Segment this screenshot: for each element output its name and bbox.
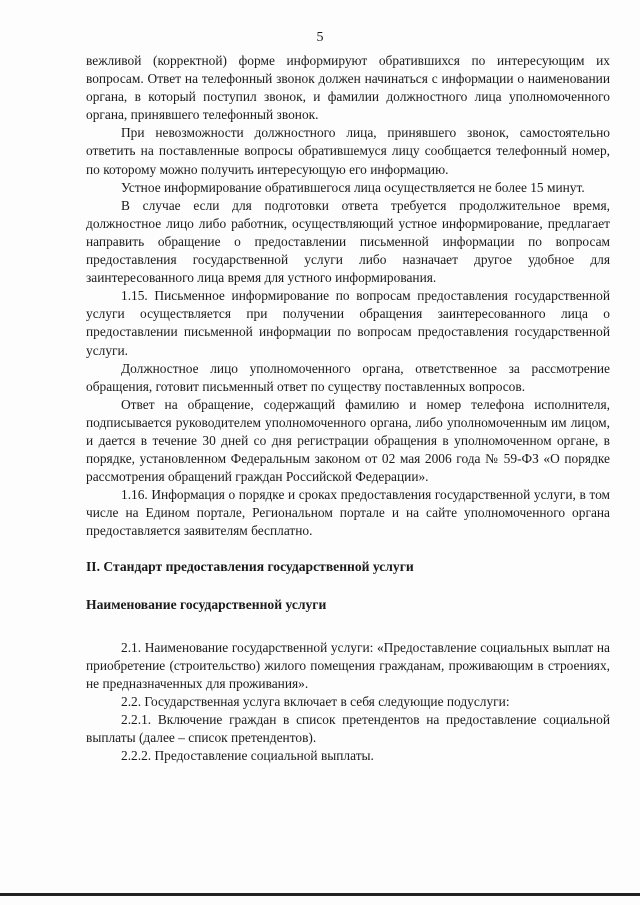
bottom-scan-edge — [0, 893, 640, 896]
paragraph-2-1-service-name: 2.1. Наименование государственной услуги: «Предоставление социальных выплат на приобретение (строительство) жилого помещения гражданам, проживающим в строениях, не предназначенных для проживания». — [86, 639, 610, 691]
section-heading: II. Стандарт предоставления государственной услуги — [86, 558, 414, 574]
paragraph-responsible-official: Должностное лицо уполномоченного органа, ответственное за рассмотрение обращения, готовит письменный ответ по существу поставленных вопросов. — [86, 360, 610, 394]
document-body — [86, 52, 610, 765]
subsection-heading: Наименование государственной услуги — [86, 596, 327, 612]
paragraph-phone-answer: вежливой (корректной) форме информируют обратившихся по интересующим их вопросам. Ответ на телефонный звонок должен начинаться с информации о наименовании органа, в который поступил звонок, и фамилии должностного лица уполномоченного органа, принявшего телефонный звонок. — [86, 53, 610, 123]
page-number: 5 — [316, 30, 324, 45]
paragraph-phone-unable: При невозможности должностного лица, принявшего звонок, самостоятельно ответить на поставленные вопросы обратившемуся лицу сообщается телефонный номер, по которому можно получить интересующую его информацию. — [86, 125, 610, 177]
paragraph-1-15-written-info: 1.15. Письменное информирование по вопросам предоставления государственной услуги осуществляется при получении обращения заинтересованного лица о предоставлении письменной информации по вопросам предоставления государственной услуги. — [86, 288, 610, 358]
paragraph-1-16-free-info: 1.16. Информация о порядке и сроках предоставления государственной услуги, в том числе на Едином портале, Региональном портале и на сайте уполномоченного органа предоставляется заявителям бесплатно. — [86, 487, 610, 539]
paragraph-response-signature: Ответ на обращение, содержащий фамилию и номер телефона исполнителя, подписывается руководителем уполномоченного органа, либо уполномоченным им лицом, и дается в течение 30 дней со дня регистрации обращения в уполномоченном органе, в порядке, установленном Федеральным законом от 02 мая 2006 года № 59-ФЗ «О порядке рассмотрения обращений граждан Российской Федерации». — [86, 396, 610, 485]
paragraph-2-2-subservices: 2.2. Государственная услуга включает в себя следующие подуслуги: — [121, 694, 510, 709]
paragraph-2-2-1-inclusion: 2.2.1. Включение граждан в список претендентов на предоставление социальной выплаты (далее – список претендентов). — [86, 712, 610, 746]
paragraph-long-preparation: В случае если для подготовки ответа требуется продолжительное время, должностное лицо либо работник, осуществляющий устное информирование, предлагает направить обращение о предоставлении письменной информации по вопросам предоставления государственной услуги либо назначает другое удобное для заинтересованного лица время для устного информирования. — [86, 197, 610, 286]
paragraph-oral-duration: Устное информирование обратившегося лица осуществляется не более 15 минут. — [121, 179, 585, 195]
paragraph-2-2-2-payment: 2.2.2. Предоставление социальной выплаты. — [121, 748, 374, 764]
